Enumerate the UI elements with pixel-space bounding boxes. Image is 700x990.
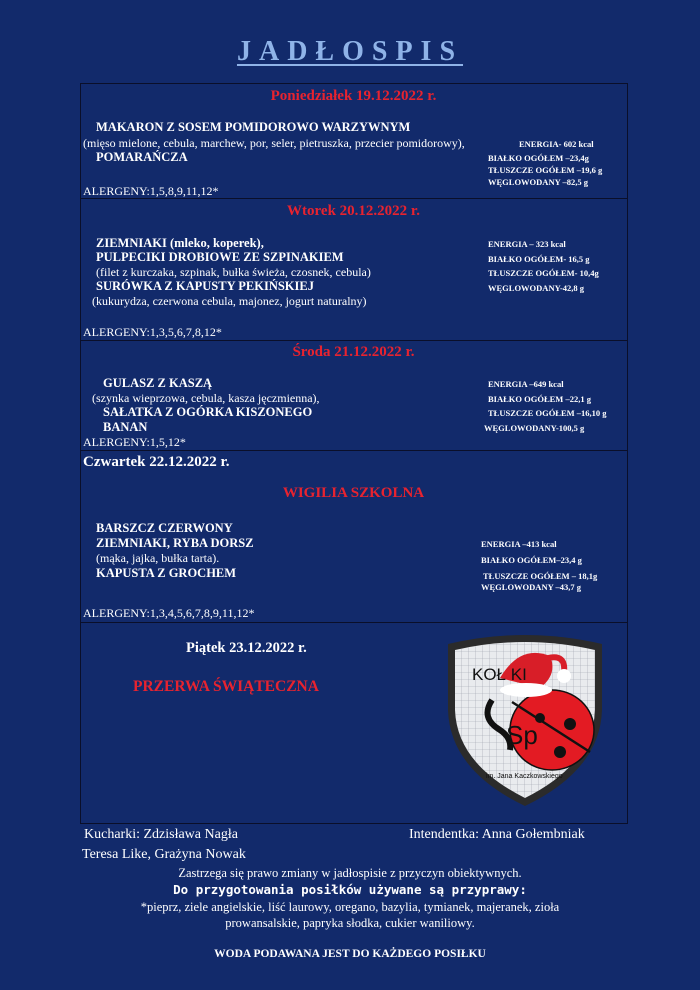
school-logo bbox=[440, 630, 610, 810]
nutrition-energy: ENERGIA – 323 kcal bbox=[488, 239, 566, 249]
nutrition-protein: BIAŁKO OGÓŁEM –22,1 g bbox=[488, 394, 591, 404]
allergens: ALERGENY:1,5,8,9,11,12* bbox=[83, 184, 219, 198]
logo-letters: Sp bbox=[506, 720, 538, 750]
nutrition-fat: TŁUSZCZE OGÓŁEM- 10,4g bbox=[488, 268, 599, 278]
ingredients: (szynka wieprzowa, cebula, kasza jęczmienna), bbox=[92, 391, 320, 405]
dish: BARSZCZ CZERWONY bbox=[96, 521, 233, 535]
dish: ZIEMNIAKI (mleko, koperek), bbox=[96, 236, 264, 250]
dish: SAŁATKA Z OGÓRKA KISZONEGO bbox=[103, 405, 313, 419]
spices-title: Do przygotowania posiłków używane są przyprawy: bbox=[173, 882, 527, 897]
ingredients: (filet z kurczaka, szpinak, bułka świeża, czosnek, cebula) bbox=[96, 265, 371, 279]
divider bbox=[80, 622, 627, 623]
nutrition-fat: TŁUSZCZE OGÓŁEM – 18,1g bbox=[483, 571, 598, 581]
ingredients: (kukurydza, czerwona cebula, majonez, jogurt naturalny) bbox=[92, 294, 367, 308]
intendant: Intendentka: Anna Gołembniak bbox=[409, 827, 585, 842]
nutrition-carbs: WĘGLOWODANY –43,7 g bbox=[481, 582, 582, 592]
dish: GULASZ Z KASZĄ bbox=[103, 376, 213, 390]
divider bbox=[80, 450, 627, 451]
nutrition-carbs: WĘGLOWODANY-100,5 g bbox=[484, 423, 585, 433]
dish: BANAN bbox=[103, 420, 148, 434]
allergens: ALERGENY:1,3,4,5,6,7,8,9,11,12* bbox=[83, 606, 255, 620]
day-header-monday: Poniedziałek 19.12.2022 r. bbox=[270, 88, 437, 104]
allergens: ALERGENY:1,5,12* bbox=[83, 435, 186, 449]
dish: KAPUSTA Z GROCHEM bbox=[96, 566, 237, 580]
dish: MAKARON Z SOSEM POMIDOROWO WARZYWNYM bbox=[96, 120, 411, 134]
event-label: PRZERWA ŚWIĄTECZNA bbox=[133, 678, 319, 695]
spices-list: *pieprz, ziele angielskie, liść laurowy, oregano, bazylia, tymianek, majeranek, zioła bbox=[140, 900, 560, 914]
nutrition-protein: BIAŁKO OGÓŁEM –23,4g bbox=[488, 153, 589, 163]
nutrition-fat: TŁUSZCZE OGÓŁEM –19,6 g bbox=[488, 165, 603, 175]
cooks-more: Teresa Like, Grażyna Nowak bbox=[82, 847, 246, 862]
day-header-tuesday: Wtorek 20.12.2022 r. bbox=[287, 203, 420, 219]
nutrition-protein: BIAŁKO OGÓŁEM–23,4 g bbox=[481, 555, 582, 565]
ingredients: (mąka, jajka, bułka tarta). bbox=[96, 551, 220, 565]
ingredients: (mięso mielone, cebula, marchew, por, seler, pietruszka, przecier pomidorowy), bbox=[83, 136, 465, 150]
page-title: JADŁOSPIS bbox=[236, 36, 464, 67]
spices-list-cont: prowansalskie, papryka słodka, cukier waniliowy. bbox=[225, 916, 475, 930]
nutrition-energy: ENERGIA- 602 kcal bbox=[519, 139, 594, 149]
dish: POMARAŃCZA bbox=[96, 150, 188, 164]
dish: SURÓWKA Z KAPUSTY PEKIŃSKIEJ bbox=[96, 279, 314, 293]
nutrition-energy: ENERGIA –413 kcal bbox=[481, 539, 557, 549]
nutrition-carbs: WĘGLOWODANY-42,8 g bbox=[488, 283, 585, 293]
day-header-friday: Piątek 23.12.2022 r. bbox=[186, 640, 307, 656]
day-header-thursday: Czwartek 22.12.2022 r. bbox=[83, 454, 230, 470]
logo-caption: im. Jana Kaczkowskiego bbox=[486, 773, 563, 780]
dish: PULPECIKI DROBIOWE ZE SZPINAKIEM bbox=[96, 250, 344, 264]
day-header-wednesday: Środa 21.12.2022 r. bbox=[292, 344, 415, 360]
nutrition-protein: BIAŁKO OGÓŁEM- 16,5 g bbox=[488, 254, 590, 264]
allergens: ALERGENY:1,3,5,6,7,8,12* bbox=[83, 325, 222, 339]
divider bbox=[80, 340, 627, 341]
notice: Zastrzega się prawo zmiany w jadłospisie z przyczyn obiektywnych. bbox=[178, 866, 522, 880]
dish: ZIEMNIAKI, RYBA DORSZ bbox=[96, 536, 254, 550]
event-label: WIGILIA SZKOLNA bbox=[282, 485, 425, 501]
cooks: Kucharki: Zdzisława Nagła bbox=[84, 827, 238, 842]
nutrition-carbs: WĘGLOWODANY –82,5 g bbox=[488, 177, 589, 187]
logo-text: KOŁ KI bbox=[472, 665, 527, 684]
water-note: WODA PODAWANA JEST DO KAŻDEGO POSIŁKU bbox=[214, 948, 486, 960]
nutrition-fat: TŁUSZCZE OGÓŁEM –16,10 g bbox=[488, 408, 607, 418]
nutrition-energy: ENERGIA –649 kcal bbox=[488, 379, 564, 389]
